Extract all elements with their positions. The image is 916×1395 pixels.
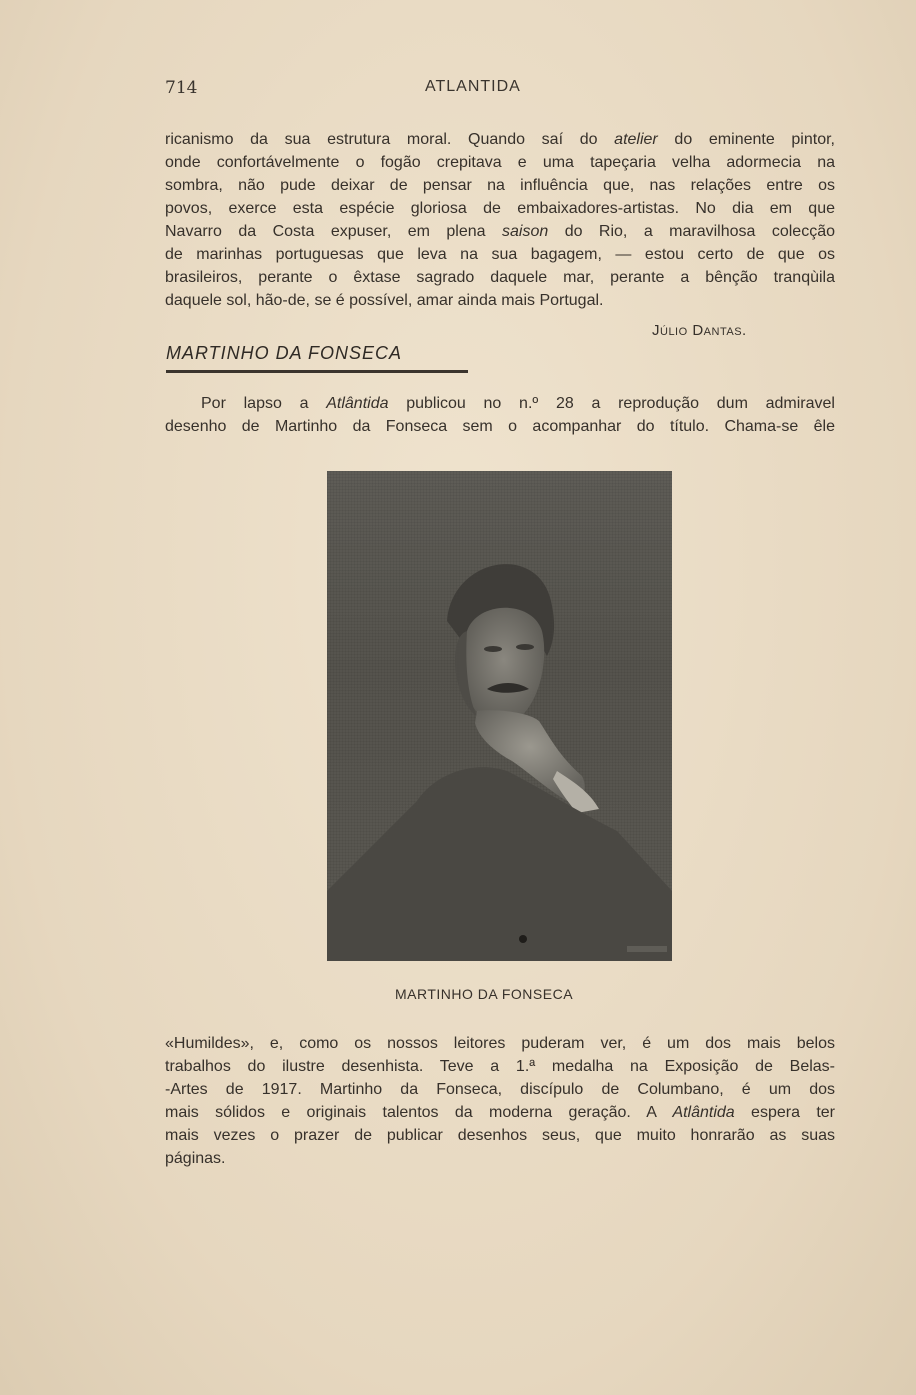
text-line: «Humildes», e, como os nossos leitores puderam ver, é um dos mais belos	[165, 1035, 835, 1052]
text-line: Por lapso a Atlântida publicou no n.º 28 a reprodução dum admiravel	[201, 395, 835, 412]
section-heading: MARTINHO DA FONSECA	[166, 343, 403, 363]
portrait-photo-icon	[327, 471, 672, 961]
text-line: trabalhos do ilustre desenhista. Teve a 1.ª medalha na Exposição de Belas-	[165, 1058, 835, 1075]
paragraph-intro	[165, 392, 835, 438]
text-line: povos, exerce esta espécie gloriosa de embaixadores-artistas. No dia em que	[165, 200, 835, 217]
text-line: desenho de Martinho da Fonseca sem o acompanhar do título. Chama-se êle	[165, 418, 835, 435]
text-line: mais vezes o prazer de publicar desenhos seus, que muito honrarão as suas	[165, 1127, 835, 1144]
text-line: páginas.	[165, 1150, 226, 1167]
text-line: daquele sol, hão-de, se é possível, amar ainda mais Portugal.	[165, 292, 604, 309]
text-line: Navarro da Costa expuser, em plena saison do Rio, a maravilhosa colecção	[165, 223, 836, 240]
paragraph-closing-article	[165, 128, 835, 312]
text-line: brasileiros, perante o êxtase sagrado daquele mar, perante a bênção tranqùila	[165, 269, 835, 286]
text-line: sombra, não pude deixar de pensar na influência que, nas relações entre os	[165, 177, 835, 194]
page-header	[165, 78, 835, 102]
text-line: onde confortávelmente o fogão crepitava e uma tapeçaria velha adormecia na	[165, 154, 835, 171]
text-line: de marinhas portuguesas que leva na sua bagagem, — estou certo de que os	[165, 246, 835, 263]
author-signature: Júlio Dantas.	[652, 322, 747, 339]
text-line: ricanismo da sua estrutura moral. Quando saí do atelier do eminente pintor,	[165, 131, 835, 148]
text-line: mais sólidos e originais talentos da moderna geração. A Atlântida espera ter	[165, 1104, 836, 1121]
paragraph-description	[165, 1032, 835, 1170]
figure-caption: MARTINHO DA FONSECA	[395, 986, 574, 1002]
portrait-photo	[327, 471, 672, 961]
text-line: -Artes de 1917. Martinho da Fonseca, discípulo de Columbano, é um dos	[165, 1081, 835, 1098]
running-title: ATLANTIDA	[425, 78, 521, 95]
heading-underline	[166, 370, 468, 373]
page-number: 714	[165, 78, 198, 98]
